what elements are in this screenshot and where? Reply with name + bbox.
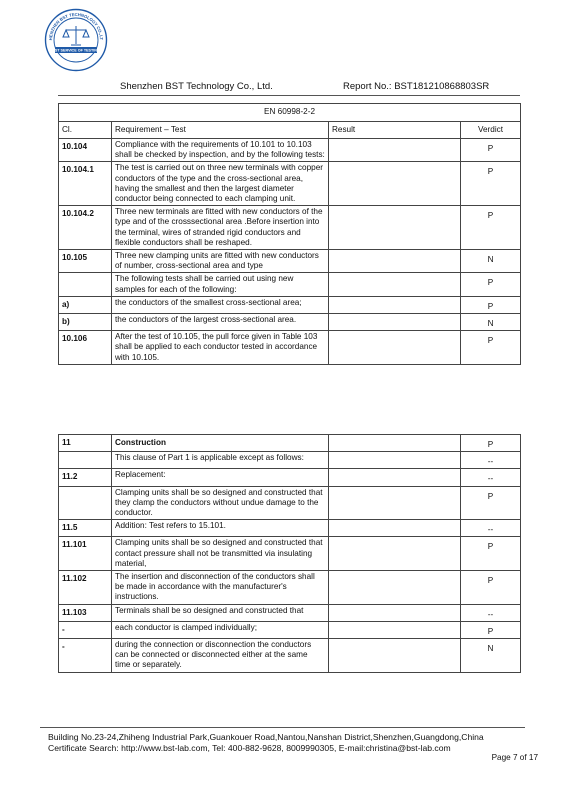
- requirement-text: After the test of 10.105, the pull force given in Table 103 shall be applied to each conductor tested in accordance with 10.105.: [112, 331, 329, 365]
- clause-number: [59, 486, 112, 520]
- column-header-requirement: Requirement – Test: [112, 122, 329, 139]
- verdict-cell: P: [461, 486, 521, 520]
- result-cell: [329, 296, 461, 313]
- result-cell: [329, 206, 461, 250]
- verdict-cell: P: [461, 621, 521, 638]
- verdict-cell: P: [461, 296, 521, 313]
- requirement-text: Addition: Test refers to 15.101.: [112, 520, 329, 537]
- verdict-cell: P: [461, 206, 521, 250]
- verdict-cell: N: [461, 314, 521, 331]
- result-cell: [329, 273, 461, 296]
- clause-number: 10.104.2: [59, 206, 112, 250]
- table-row: [59, 537, 521, 571]
- report-number: Report No.: BST181210868803SR: [343, 81, 490, 92]
- verdict-cell: --: [461, 604, 521, 621]
- requirement-text: during the connection or disconnection the conductors can be connected or disconnected either at the same time or separately.: [112, 639, 329, 673]
- table-row: [59, 250, 521, 273]
- section-number: 11: [59, 435, 112, 452]
- result-cell: [329, 469, 461, 486]
- requirement-text: Clamping units shall be so designed and constructed that they clamp the conductors without undue damage to the conductor.: [112, 486, 329, 520]
- header-divider: [58, 95, 520, 96]
- result-cell: [329, 537, 461, 571]
- requirement-text: This clause of Part 1 is applicable except as follows:: [112, 452, 329, 469]
- result-cell: [329, 139, 461, 162]
- result-cell: [329, 639, 461, 673]
- table-row: [59, 162, 521, 206]
- requirement-text: The insertion and disconnection of the conductors shall be made in accordance with the manufacturer's instructions.: [112, 571, 329, 605]
- table-row: [59, 469, 521, 486]
- table-row: [59, 331, 521, 365]
- table-row: [59, 314, 521, 331]
- verdict-cell: P: [461, 331, 521, 365]
- requirement-text: the conductors of the largest cross-sectional area.: [112, 314, 329, 331]
- verdict-cell: P: [461, 139, 521, 162]
- verdict-cell: --: [461, 520, 521, 537]
- requirement-text: Replacement:: [112, 469, 329, 486]
- verdict-cell: P: [461, 162, 521, 206]
- clause-number: 11.5: [59, 520, 112, 537]
- requirement-text: The test is carried out on three new terminals with copper conductors of the type and the cross-sectional area, having the smallest and then the largest diameter conductor being connected to each clamping unit.: [112, 162, 329, 206]
- clause-number: b): [59, 314, 112, 331]
- verdict-cell: --: [461, 469, 521, 486]
- verdict-cell: --: [461, 452, 521, 469]
- clause-number: 10.105: [59, 250, 112, 273]
- column-header-clause: Cl.: [59, 122, 112, 139]
- section-result: [329, 435, 461, 452]
- table-row: [59, 296, 521, 313]
- spec-table-clause-11: [58, 434, 521, 673]
- verdict-cell: P: [461, 571, 521, 605]
- standard-title: EN 60998-2-2: [59, 104, 521, 122]
- table-row: [59, 520, 521, 537]
- requirement-text: Terminals shall be so designed and constructed that: [112, 604, 329, 621]
- section-verdict: P: [461, 435, 521, 452]
- company-name: Shenzhen BST Technology Co., Ltd.: [120, 81, 273, 92]
- clause-number: -: [59, 639, 112, 673]
- company-seal-logo: [44, 8, 108, 72]
- footer-address: Building No.23-24,Zhiheng Industrial Park,Guankouer Road,Nantou,Nanshan District,Shenzhen,Guangdong,China: [48, 732, 484, 742]
- table-row: [59, 571, 521, 605]
- footer-divider: [40, 727, 525, 728]
- result-cell: [329, 486, 461, 520]
- table-row: [59, 206, 521, 250]
- requirement-text: Three new terminals are fitted with new conductors of the type and of the crosssectional area .Before insertion into the terminal, wires of stranded rigid conductors and flexible conductors shall be reshaped.: [112, 206, 329, 250]
- result-cell: [329, 314, 461, 331]
- verdict-cell: P: [461, 537, 521, 571]
- clause-number: [59, 452, 112, 469]
- requirement-text: Three new clamping units are fitted with new conductors of number, cross-sectional area and type: [112, 250, 329, 273]
- result-cell: [329, 331, 461, 365]
- result-cell: [329, 621, 461, 638]
- table-header-row: [59, 122, 521, 139]
- verdict-cell: N: [461, 250, 521, 273]
- clause-number: a): [59, 296, 112, 313]
- result-cell: [329, 250, 461, 273]
- clause-number: [59, 273, 112, 296]
- table-row: [59, 639, 521, 673]
- result-cell: [329, 604, 461, 621]
- table-row: [59, 486, 521, 520]
- requirement-text: The following tests shall be carried out using new samples for each of the following:: [112, 273, 329, 296]
- section-title: Construction: [112, 435, 329, 452]
- page-number: Page 7 of 17: [491, 753, 538, 762]
- column-header-verdict: Verdict: [461, 122, 521, 139]
- table-row: [59, 273, 521, 296]
- clause-number: 10.106: [59, 331, 112, 365]
- table-row: [59, 604, 521, 621]
- table-row: [59, 139, 521, 162]
- clause-number: 10.104: [59, 139, 112, 162]
- result-cell: [329, 452, 461, 469]
- footer-contact: Certificate Search: http://www.bst-lab.com, Tel: 400-882-9628, 8009990305, E-mail:christina@bst-lab.com: [48, 743, 451, 753]
- clause-number: 11.2: [59, 469, 112, 486]
- requirement-text: the conductors of the smallest cross-sectional area;: [112, 296, 329, 313]
- requirement-text: Clamping units shall be so designed and constructed that contact pressure shall not be transmitted via insulating material,: [112, 537, 329, 571]
- svg-text:SHENZHEN BST TECHNOLOGY CO.,LT: HENZHEN BST TECHNOLOGY CO.,LT: [47, 11, 105, 41]
- clause-number: 10.104.1: [59, 162, 112, 206]
- requirement-text: each conductor is clamped individually;: [112, 621, 329, 638]
- clause-number: -: [59, 621, 112, 638]
- svg-text:BST SERVICE OF TESTING: BST SERVICE OF TESTING: [52, 48, 100, 53]
- table-row: [59, 621, 521, 638]
- verdict-cell: P: [461, 273, 521, 296]
- result-cell: [329, 571, 461, 605]
- result-cell: [329, 162, 461, 206]
- result-cell: [329, 520, 461, 537]
- table-row: [59, 452, 521, 469]
- requirement-text: Compliance with the requirements of 10.101 to 10.103 shall be checked by inspection, and by the following tests:: [112, 139, 329, 162]
- verdict-cell: N: [461, 639, 521, 673]
- clause-number: 11.103: [59, 604, 112, 621]
- clause-number: 11.102: [59, 571, 112, 605]
- column-header-result: Result: [329, 122, 461, 139]
- spec-table-clause-10: [58, 103, 521, 365]
- section-header-row: [59, 435, 521, 452]
- clause-number: 11.101: [59, 537, 112, 571]
